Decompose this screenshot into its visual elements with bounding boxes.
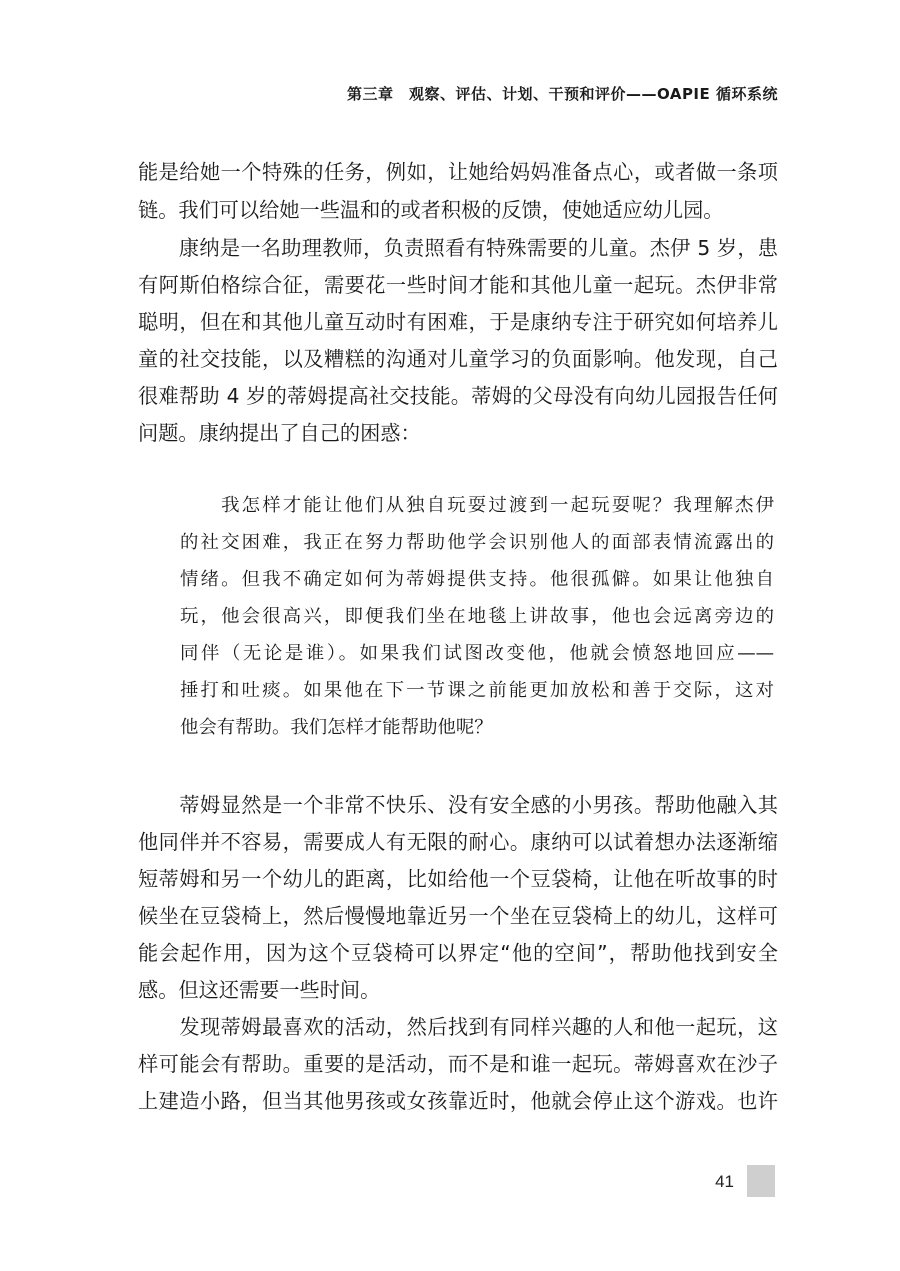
text-line: 他同伴并不容易，需要成人有无限的耐心。康纳可以试着想办法逐渐缩 (138, 830, 778, 854)
text-line: 候坐在豆袋椅上，然后慢慢地靠近另一个坐在豆袋椅上的幼儿，这样可 (138, 904, 778, 928)
quote-line: 玩，他会很高兴，即便我们坐在地毯上讲故事，他也会远离旁边的 (180, 606, 774, 627)
text-line: 能会起作用，因为这个豆袋椅可以界定“他的空间”，帮助他找到安全 (138, 941, 778, 965)
text-line: 有阿斯伯格综合征，需要花一些时间才能和其他儿童一起玩。杰伊非常 (138, 273, 778, 297)
text-line: 问题。康纳提出了自己的困惑： (138, 421, 421, 445)
page-number: 41 (715, 1172, 734, 1191)
running-header: 第三章 观察、评估、计划、干预和评价——OAPIE 循环系统 (346, 85, 778, 103)
text-line: 能是给她一个特殊的任务，例如，让她给妈妈准备点心，或者做一条项 (138, 160, 778, 184)
text-line: 聪明，但在和其他儿童互动时有困难，于是康纳专注于研究如何培养儿 (138, 310, 778, 334)
quote-line: 同伴（无论是谁）。如果我们试图改变他，他就会愤怒地回应—— (180, 643, 774, 664)
quote-line: 捶打和吐痰。如果他在下一节课之前能更加放松和善于交际，这对 (180, 680, 774, 701)
quote-line: 他会有帮助。我们怎样才能帮助他呢？ (180, 717, 493, 738)
text-line: 样可能会有帮助。重要的是活动，而不是和谁一起玩。蒂姆喜欢在沙子 (138, 1052, 778, 1076)
text-line: 蒂姆显然是一个非常不快乐、没有安全感的小男孩。帮助他融入其 (138, 793, 778, 817)
text-line: 感。但这还需要一些时间。 (138, 978, 381, 1002)
text-line: 上建造小路，但当其他男孩或女孩靠近时，他就会停止这个游戏。也许 (138, 1089, 778, 1113)
quote-line: 情绪。但我不确定如何为蒂姆提供支持。他很孤僻。如果让他独自 (180, 569, 774, 590)
text-line: 很难帮助 4 岁的蒂姆提高社交技能。蒂姆的父母没有向幼儿园报告任何 (138, 384, 778, 408)
text-line: 链。我们可以给她一些温和的或者积极的反馈，使她适应幼儿园。 (138, 198, 724, 222)
text-line: 短蒂姆和另一个幼儿的距离，比如给他一个豆袋椅，让他在听故事的时 (138, 867, 778, 891)
quote-line: 的社交困难，我正在努力帮助他学会识别他人的面部表情流露出的 (180, 532, 774, 553)
text-line: 发现蒂姆最喜欢的活动，然后找到有同样兴趣的人和他一起玩，这 (138, 1015, 778, 1039)
text-line: 童的社交技能，以及糟糕的沟通对儿童学习的负面影响。他发现，自己 (138, 347, 778, 371)
text-line: 康纳是一名助理教师，负责照看有特殊需要的儿童。杰伊 5 岁，患 (138, 236, 778, 260)
quote-line: 我怎样才能让他们从独自玩耍过渡到一起玩耍呢？我理解杰伊 (180, 495, 774, 516)
page-tab-marker (747, 1165, 775, 1197)
